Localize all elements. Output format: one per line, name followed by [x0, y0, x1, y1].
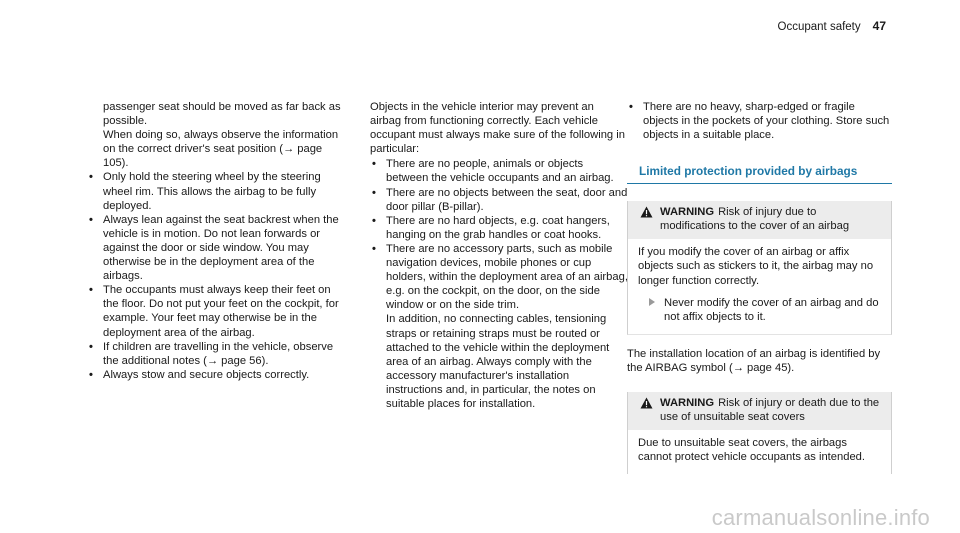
intro-text: passenger seat should be moved as far back as possible.	[103, 101, 341, 128]
warning-body-text: Due to unsuitable seat covers, the airbags cannot protect vehicle occupants as intended.	[638, 437, 866, 464]
list-item: • The occupants must always keep their feet on the floor. Do not put your feet on the cockpit, for example. Your feet may otherwise be in the deployment area of the airbag.	[87, 283, 349, 339]
warning-title: Risk of injury due to modifications to the cover of an airbag	[660, 206, 850, 233]
list-item: • There are no objects between the seat, door and door pillar (B-pillar).	[370, 186, 628, 214]
column-right	[627, 100, 892, 474]
warning-title: Risk of injury or death due to the use of unsuitable seat covers	[660, 397, 880, 424]
warning-box-seat-covers	[627, 392, 892, 474]
column-middle	[370, 100, 628, 411]
seat-position-note	[87, 128, 349, 170]
page-header	[778, 19, 886, 34]
list-item: • Always stow and secure objects correctly.	[87, 368, 349, 382]
objects-bullet-list	[370, 157, 628, 312]
cables-note: In addition, no connecting cables, tensioning straps or retaining straps must be routed or attached to the vehicle within the deployment area of an airbag. Always comply with the accessory manufacturer's installation instructions and, in particular, the notes on suitable places for installation.	[386, 313, 610, 410]
list-item: • There are no hard objects, e.g. coat hangers, hanging on the grab handles or coat hooks.	[370, 214, 628, 242]
objects-intro-text: Objects in the vehicle interior may prevent an airbag from functioning correctly. Each vehicle occupant must always make sure of the following in particular:	[370, 101, 625, 156]
warning-body	[628, 430, 891, 474]
page-number: 47	[872, 19, 886, 33]
warning-header	[628, 392, 891, 430]
list-item: • If children are travelling in the vehicle, observe the additional notes (→ page 56).	[87, 340, 349, 368]
warning-body-text: If you modify the cover of an airbag or affix objects such as stickers to it, the airbag may no longer function correctly.	[638, 246, 874, 287]
action-step-text: Never modify the cover of an airbag and do not affix objects to it.	[664, 296, 879, 323]
warning-triangle-icon	[640, 397, 653, 409]
warning-triangle-icon	[640, 206, 653, 218]
seat-position-note-text: When doing so, always observe the information on the correct driver's seat position (→ page 105).	[103, 129, 339, 170]
warning-box-modification	[627, 201, 892, 334]
warning-label: WARNING	[660, 397, 715, 410]
clothing-bullet-list	[627, 100, 892, 142]
action-step	[638, 296, 881, 324]
section-heading: Limited protection provided by airbags	[627, 164, 892, 184]
warning-body	[628, 239, 891, 333]
airbag-symbol-paragraph: The installation location of an airbag is identified by the AIRBAG symbol (→ page 45).	[627, 347, 881, 374]
watermark: carmanualsonline.info	[711, 504, 930, 530]
list-item: • Always lean against the seat backrest when the vehicle is in motion. Do not lean forwards or against the door or side window. You may otherwise be in the deployment area of the airbags.	[87, 213, 349, 283]
list-item: • There are no heavy, sharp-edged or fragile objects in the pockets of your clothing. Store such objects in a suitable place.	[627, 100, 892, 142]
list-item: • There are no accessory parts, such as mobile navigation devices, mobile phones or cup holders, within the deployment area of an airbag, e.g. on the cockpit, on the door, on the side window or on the side trim.	[370, 242, 628, 312]
warning-header	[628, 201, 891, 239]
warning-label: WARNING	[660, 206, 715, 219]
list-item: • There are no people, animals or objects between the vehicle occupants and an airbag.	[370, 157, 628, 185]
list-item: • Only hold the steering wheel by the steering wheel rim. This allows the airbag to be fully deployed.	[87, 170, 349, 212]
header-section-title: Occupant safety	[777, 21, 861, 33]
safety-bullet-list	[87, 170, 349, 381]
step-arrow-icon	[649, 298, 655, 306]
column-left	[87, 100, 349, 382]
